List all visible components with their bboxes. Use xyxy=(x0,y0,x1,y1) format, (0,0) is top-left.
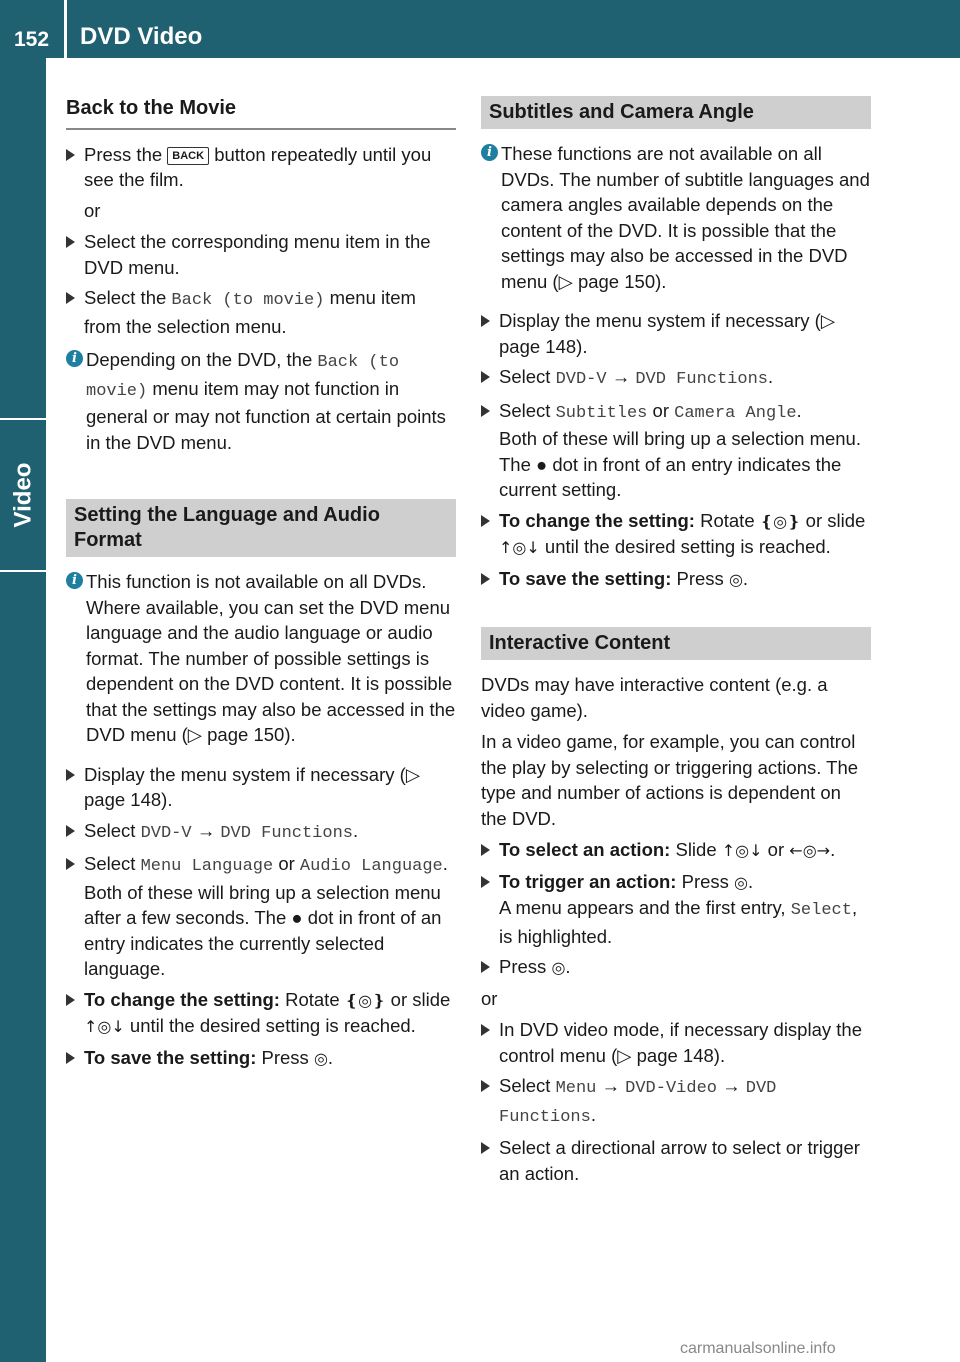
list-item: To change the setting: Rotate ❴◎❵ or slide ↑◎↓ until the desired setting is reached. xyxy=(66,987,456,1040)
paragraph: DVDs may have interactive content (e.g. a video game). xyxy=(481,674,828,721)
page-header xyxy=(0,0,960,58)
list-item: To select an action: Slide ↑◎↓ or ←◎→. xyxy=(481,837,871,864)
controller-rotate-icon: ❴◎❵ xyxy=(344,990,386,1010)
triangle-right-icon xyxy=(481,961,490,973)
triangle-right-icon xyxy=(481,315,490,327)
triangle-right-icon xyxy=(481,844,490,856)
left-column xyxy=(66,96,456,1076)
triangle-right-icon xyxy=(481,876,490,888)
controller-slide-icon: ↑◎↓ xyxy=(499,538,540,557)
list-item: Display the menu system if necessary (▷ page 148). xyxy=(66,762,456,813)
list-item: Select DVD-V → DVD Functions. xyxy=(481,364,871,393)
triangle-right-icon xyxy=(66,858,75,870)
list-item: Select Menu Language or Audio Language. Both of these will bring up a selection menu after a few seconds. The ● dot in front of an entry indicates the currently selected language. xyxy=(66,851,456,982)
controller-rotate-icon: ❴◎❵ xyxy=(759,511,801,531)
triangle-right-icon xyxy=(481,1142,490,1154)
triangle-right-icon xyxy=(481,1080,490,1092)
controller-slide-lr-icon: ←◎→ xyxy=(789,841,831,860)
info-icon: i xyxy=(66,572,83,589)
back-button-icon: BACK xyxy=(167,147,209,165)
paragraph: In a video game, for example, you can control the play by selecting or triggering actions. The type and number of actions is dependent on the DVD. xyxy=(481,731,859,829)
controller-press-icon: ◎ xyxy=(734,872,749,892)
controller-slide-icon: ↑◎↓ xyxy=(721,841,763,860)
info-note: i This function is not available on all DVDs. Where available, you can set the DVD menu language and the audio language or audio format. The number of possible settings is dependent on the DVD content. It is possible that the settings may also be accessed in the DVD menu (▷ page 150). xyxy=(66,569,456,748)
list-item: To save the setting: Press ◎. xyxy=(66,1045,456,1072)
info-icon: i xyxy=(481,144,498,161)
info-note: i These functions are not available on all DVDs. The number of subtitle languages and camera angles available depends on the content of the DVD. It is possible that the settings may also be accessed in the DVD menu (▷ page 150). xyxy=(481,141,871,294)
triangle-right-icon xyxy=(481,1024,490,1036)
triangle-right-icon xyxy=(66,292,75,304)
triangle-right-icon xyxy=(66,236,75,248)
right-column xyxy=(481,96,871,1191)
bullet-dot-icon: ● xyxy=(536,453,548,475)
list-item: To save the setting: Press ◎. xyxy=(481,566,871,593)
watermark: carmanualsonline.info xyxy=(680,1340,836,1357)
list-item: Select Menu → DVD-Video → DVD Functions. xyxy=(481,1073,871,1130)
section-heading: Interactive Content xyxy=(481,627,871,660)
list-item: Display the menu system if necessary (▷ page 148). xyxy=(481,308,871,359)
controller-slide-icon: ↑◎↓ xyxy=(84,1017,125,1036)
or-text: or xyxy=(84,199,101,221)
list-item: Select the Back (to movie) menu item from the selection menu. xyxy=(66,285,456,339)
list-item: Press ◎. xyxy=(481,954,871,981)
chapter-title: DVD Video xyxy=(80,23,203,50)
triangle-right-icon xyxy=(481,371,490,383)
controller-press-icon: ◎ xyxy=(313,1048,328,1068)
list-item: Select the corresponding menu item in the DVD menu. xyxy=(66,229,456,280)
list-item: Select Subtitles or Camera Angle. Both of these will bring up a selection menu. The ● dot in front of an entry indicates the current setting. xyxy=(481,398,871,503)
triangle-right-icon xyxy=(66,825,75,837)
controller-press-icon: ◎ xyxy=(728,569,743,589)
list-item: Select a directional arrow to select or trigger an action. xyxy=(481,1135,871,1186)
info-note: i Depending on the DVD, the Back (to movie) menu item may not function in general or may not function at certain points in the DVD menu. xyxy=(66,347,456,455)
bullet-dot-icon: ● xyxy=(291,907,303,928)
section-heading: Setting the Language and Audio Format xyxy=(66,499,456,557)
list-item: To trigger an action: Press ◎. A menu appears and the first entry, Select, is highlighted. xyxy=(481,869,871,950)
section-heading: Subtitles and Camera Angle xyxy=(481,96,871,129)
header-divider xyxy=(64,0,67,58)
list-item: Select DVD-V → DVD Functions. xyxy=(66,818,456,847)
side-tab-label: Video xyxy=(9,462,37,528)
triangle-right-icon xyxy=(481,405,490,417)
side-tab xyxy=(0,58,46,1362)
side-tab-upper xyxy=(0,58,46,418)
or-text: or xyxy=(481,987,498,1009)
info-icon: i xyxy=(66,350,83,367)
triangle-right-icon xyxy=(66,1052,75,1064)
side-tab-lower xyxy=(0,572,46,1362)
section-heading: Back to the Movie xyxy=(66,96,456,130)
triangle-right-icon xyxy=(66,994,75,1006)
triangle-right-icon xyxy=(66,149,75,161)
triangle-right-icon xyxy=(66,769,75,781)
list-item: Press the BACK button repeatedly until you see the film. xyxy=(66,142,456,193)
triangle-right-icon xyxy=(481,515,490,527)
list-item: To change the setting: Rotate ❴◎❵ or slide ↑◎↓ until the desired setting is reached. xyxy=(481,508,871,561)
controller-press-icon: ◎ xyxy=(551,958,566,977)
page-number: 152 xyxy=(14,28,50,51)
triangle-right-icon xyxy=(481,573,490,585)
list-item: In DVD video mode, if necessary display the control menu (▷ page 148). xyxy=(481,1017,871,1068)
